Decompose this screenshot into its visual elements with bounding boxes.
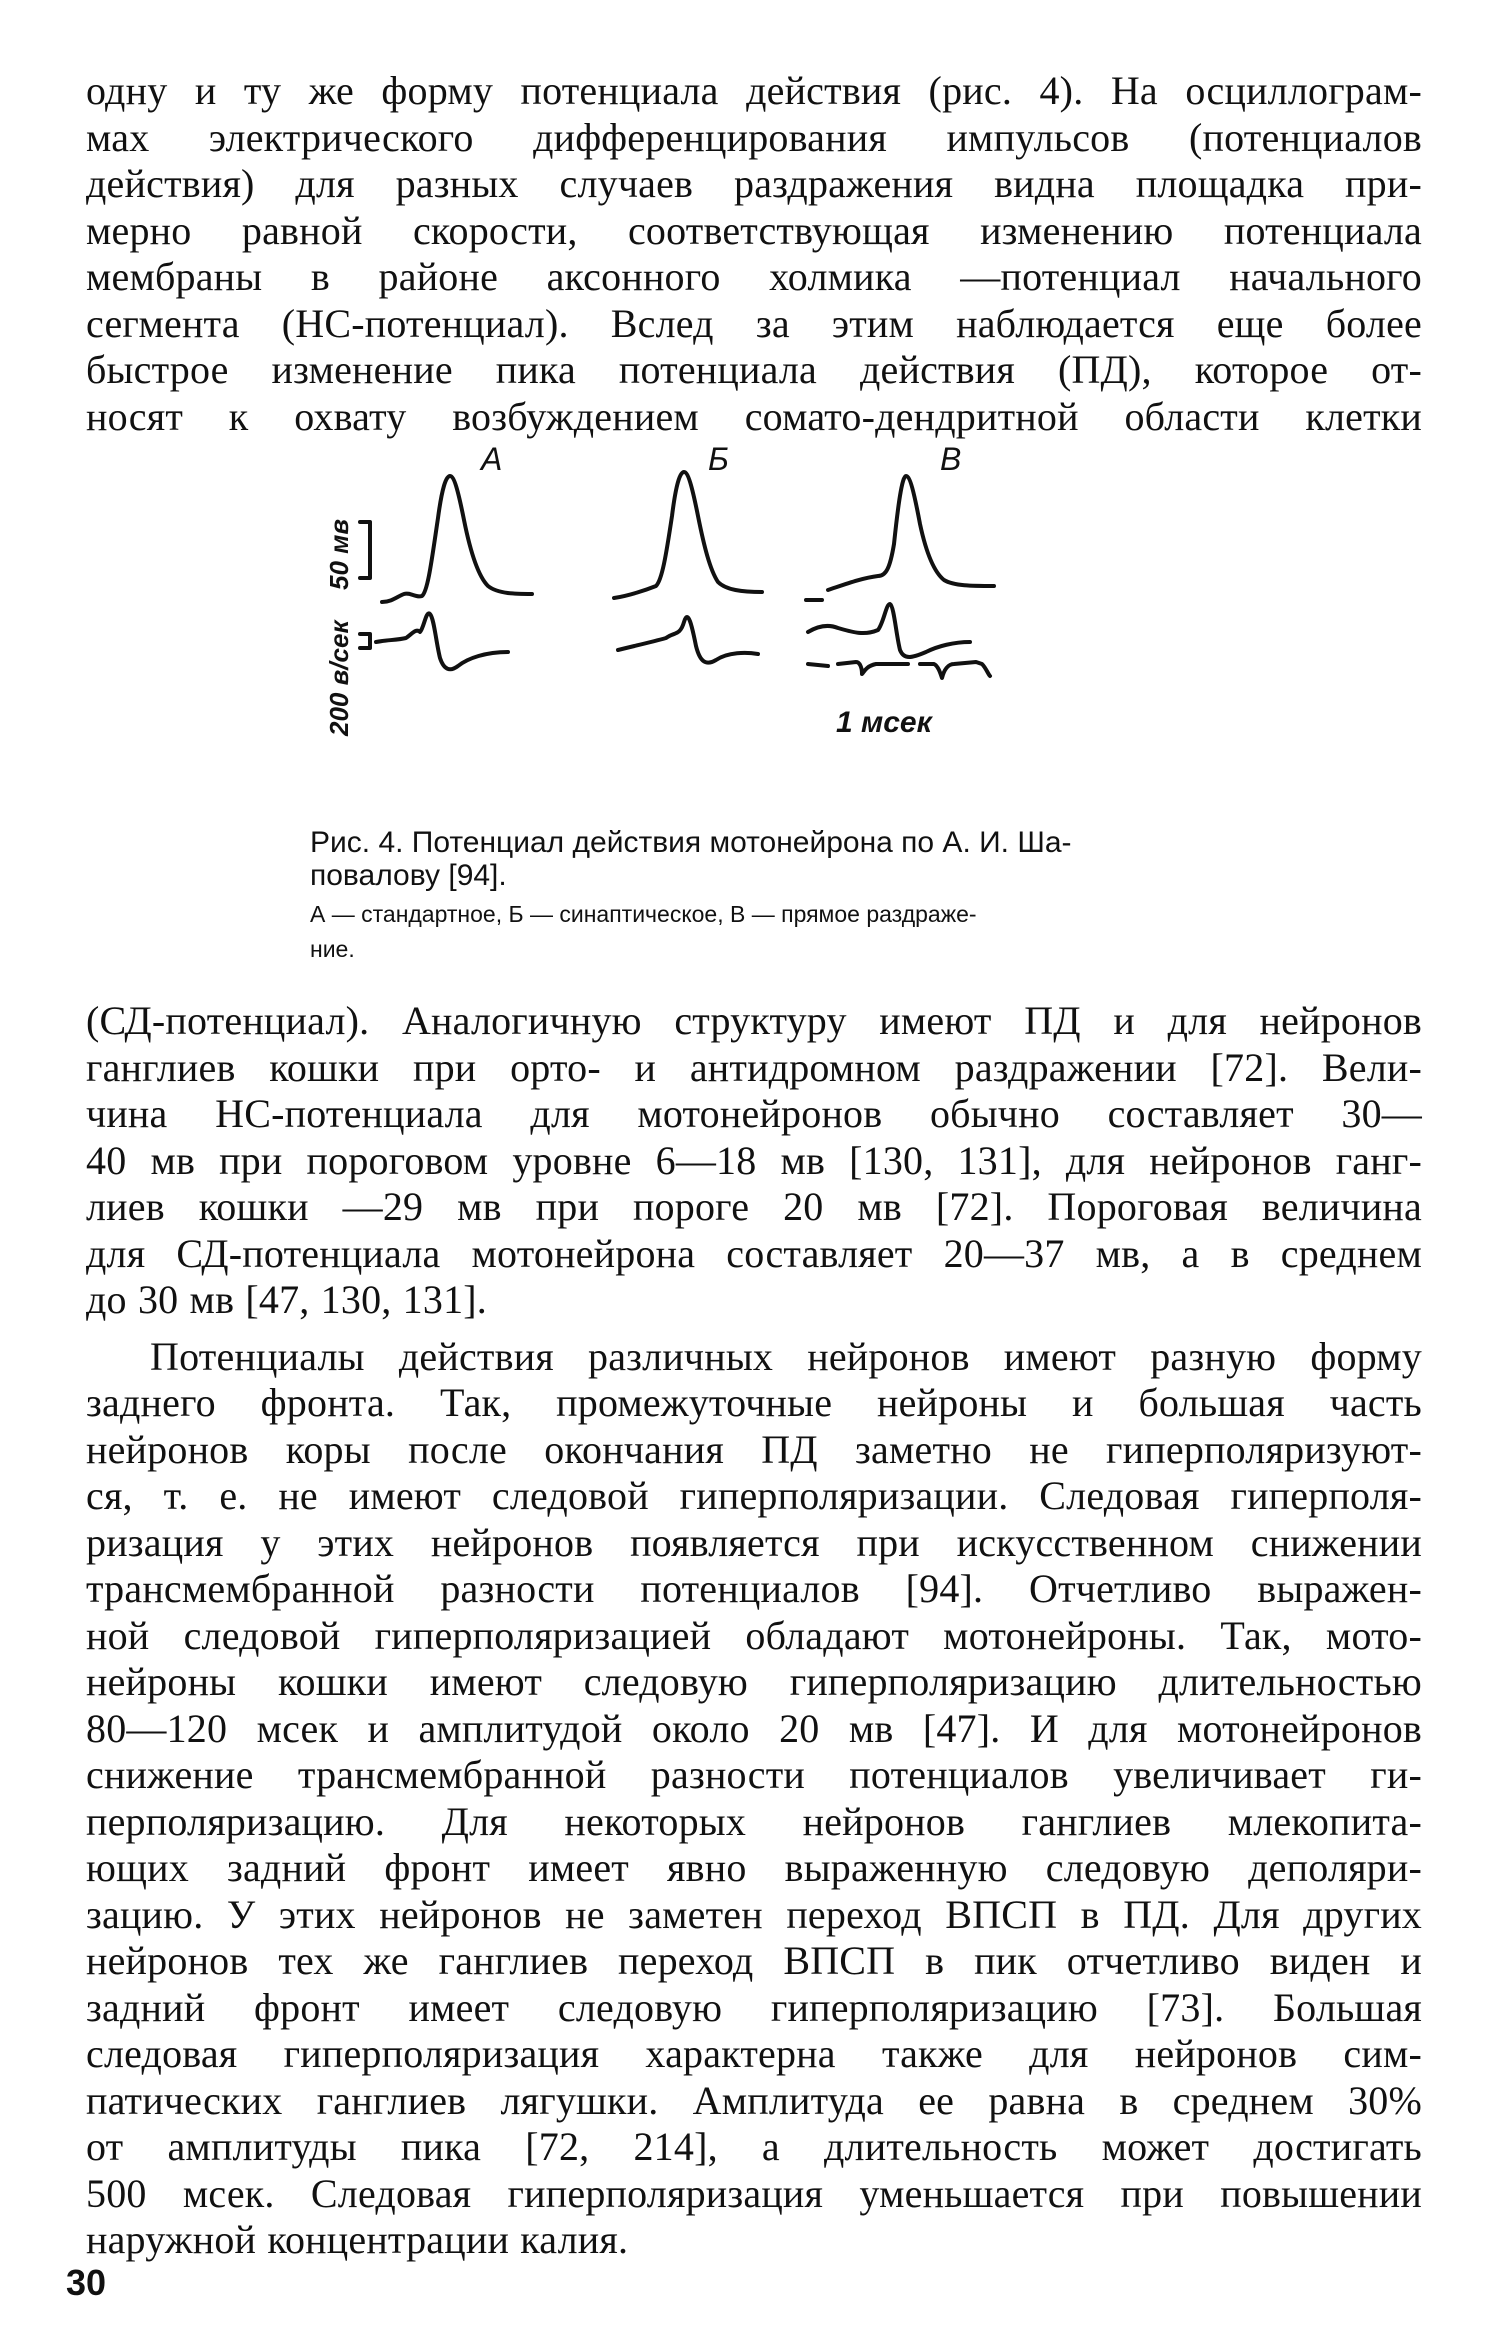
page-body	[86, 68, 1422, 2264]
trace-v-potential	[806, 476, 994, 600]
time-scale-label: 1 мсек	[836, 706, 932, 739]
trace-b-potential	[614, 472, 762, 598]
time-marker-trace	[808, 662, 990, 678]
text-line: до 30 мв [47, 130, 131].	[86, 1277, 487, 1322]
page-number: 30	[66, 2262, 107, 2303]
text-line: 80—120 мсек и амплитудой около 20 мв [47]. И для мотонейронов	[86, 1705, 1422, 1751]
text-line: зацию. У этих нейронов не заметен переход ВПСП в ПД. Для других	[86, 1891, 1422, 1937]
figure-caption	[310, 826, 1210, 962]
panel-label-v: В	[940, 446, 962, 477]
text-line: нейроны кошки имеют следовую гиперполяризацию длительностью	[86, 1659, 1422, 1704]
text-line: заднего фронта. Так, промежуточные нейроны и большая часть	[86, 1380, 1422, 1425]
text-line: перполяризацию. Для некоторых нейронов ганглиев млекопита-	[86, 1798, 1422, 1844]
trace-a-derivative	[376, 613, 508, 669]
text-line: для СД-потенциала мотонейрона составляет 20—37 мв, а в среднем	[86, 1230, 1422, 1276]
text-line: быстрое изменение пика потенциала действия (ПД), которое от-	[86, 347, 1422, 392]
text-line: мембраны в районе аксонного холмика —потенциал начального	[86, 254, 1422, 299]
text-line: действия) для разных случаев раздражения видна площадка при-	[86, 161, 1422, 206]
voltage-scale-bracket	[360, 522, 370, 578]
text-line: ся, т. е. не имеют следовой гиперполяризации. Следовая гиперполя-	[86, 1473, 1422, 1518]
paragraph-1	[86, 68, 1422, 440]
rate-scale-bracket	[360, 634, 370, 648]
caption-legend-line: А — стандартное, Б — синаптическое, В — прямое раздраже-	[310, 901, 977, 927]
text-line: наружной концентрации калия.	[86, 2217, 629, 2262]
text-line: ганглиев кошки при орто- и антидромном раздражении [72]. Вели-	[86, 1044, 1422, 1090]
text-line: Потенциалы действия различных нейронов имеют разную форму	[150, 1333, 1422, 1379]
text-line: от амплитуды пика [72, 214], а длительность может достигать	[86, 2124, 1422, 2169]
voltage-scale-label: 50 мв	[324, 518, 354, 590]
text-line: мерно равной скорости, соответствующая изменению потенциала	[86, 207, 1422, 253]
caption-title-line: Рис. 4. Потенциал действия мотонейрона по А. И. Ша-	[310, 826, 1072, 859]
text-line: снижение трансмембранной разности потенциалов увеличивает ги-	[86, 1752, 1422, 1797]
caption-title-line: повалову [94].	[310, 859, 507, 892]
text-line: патических ганглиев лягушки. Амплитуда ее равна в среднем 30%	[86, 2077, 1422, 2123]
text-line: (СД-потенциал). Аналогичную структуру имеют ПД и для нейронов	[86, 998, 1422, 1043]
text-line: ющих задний фронт имеет явно выраженную следовую деполяри-	[86, 1845, 1422, 1890]
text-line: носят к охвату возбуждением сомато-дендритной области клетки	[86, 393, 1422, 439]
caption-legend-line: ние.	[310, 936, 355, 962]
rate-scale-label: 200 в/сек	[324, 620, 354, 736]
text-line: нейронов тех же ганглиев переход ВПСП в пик отчетливо виден и	[86, 1938, 1422, 1983]
text-line: 500 мсек. Следовая гиперполяризация уменьшается при повышении	[86, 2170, 1422, 2216]
paragraph-3	[86, 1334, 1422, 2264]
trace-b-derivative	[618, 617, 758, 663]
text-line: сегмента (НС-потенциал). Вслед за этим наблюдается еще более	[86, 300, 1422, 346]
text-line: чина НС-потенциала для мотонейронов обычно составляет 30—	[86, 1091, 1422, 1136]
paragraph-2	[86, 998, 1422, 1324]
text-line: ной следовой гиперполяризацией обладают мотонейроны. Так, мото-	[86, 1612, 1422, 1658]
trace-v-derivative	[808, 604, 970, 657]
text-line: следовая гиперполяризация характерна также для нейронов сим-	[86, 2031, 1422, 2076]
text-line: задний фронт имеет следовую гиперполяризацию [73]. Большая	[86, 1984, 1422, 2030]
panel-label-b: Б	[708, 446, 729, 477]
figure-4	[86, 446, 1422, 998]
text-line: лиев кошки —29 мв при пороге 20 мв [72]. Пороговая величина	[86, 1184, 1422, 1229]
text-line: трансмембранной разности потенциалов [94]. Отчетливо выражен-	[86, 1566, 1422, 1611]
trace-a-potential	[382, 476, 532, 602]
text-line: одну и ту же форму потенциала действия (рис. 4). На осциллограм-	[86, 68, 1422, 113]
panel-label-a: А	[481, 446, 503, 477]
text-line: мах электрического дифференцирования импульсов (потенциалов	[86, 114, 1422, 160]
text-line: нейронов коры после окончания ПД заметно не гиперполяризуют-	[86, 1426, 1422, 1472]
text-line: ризация у этих нейронов появляется при искусственном снижении	[86, 1519, 1422, 1565]
text-line: 40 мв при пороговом уровне 6—18 мв [130, 131], для нейронов ганг-	[86, 1137, 1422, 1183]
